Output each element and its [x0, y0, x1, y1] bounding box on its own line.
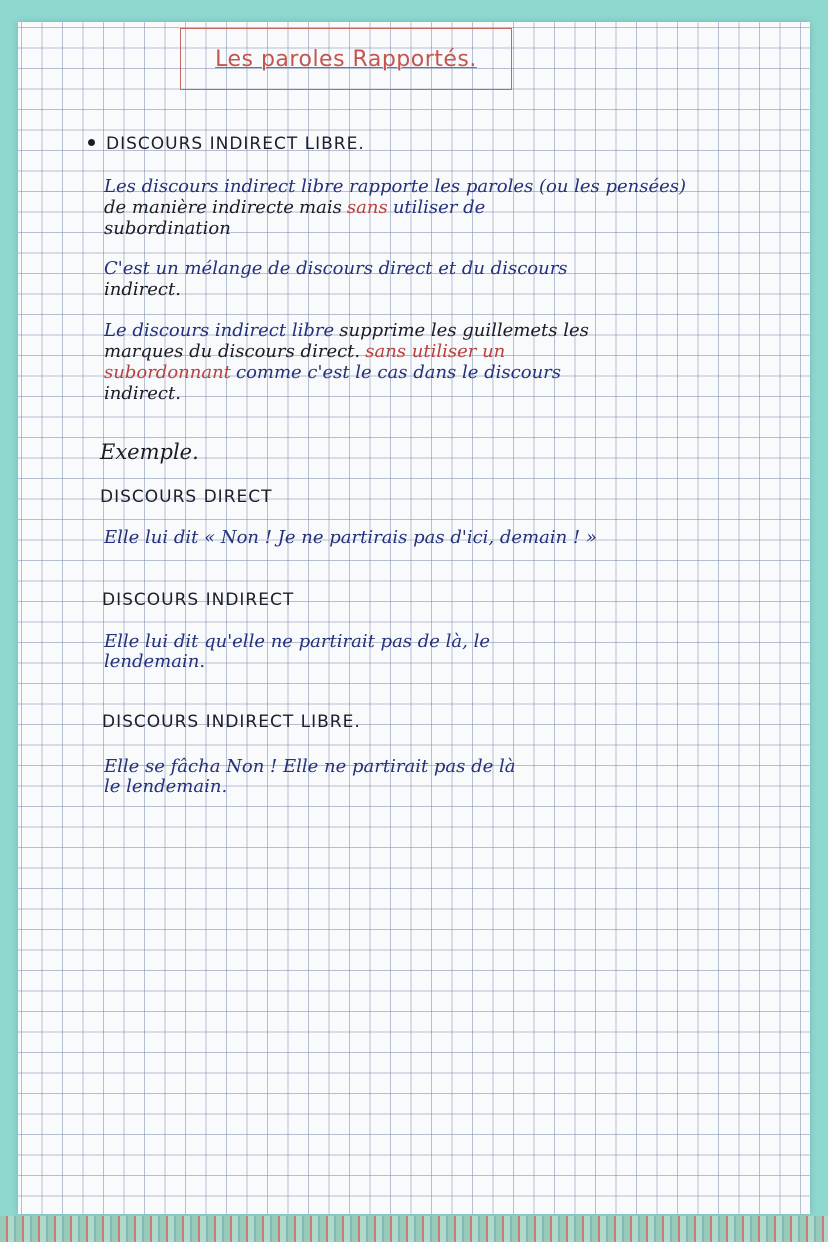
indirect-heading: DISCOURS INDIRECT	[102, 590, 295, 610]
suppression-line-1	[104, 320, 589, 341]
libre-heading: DISCOURS INDIRECT LIBRE.	[102, 712, 361, 732]
definition-line-2	[104, 197, 485, 218]
libre-line-1: Elle se fâcha Non ! Elle ne partirait pas de là	[104, 756, 516, 777]
page-title: Les paroles Rapportés.	[215, 46, 477, 72]
melange-line-1: C'est un mélange de discours direct et du discours	[104, 258, 568, 279]
example-label: Exemple.	[100, 440, 199, 464]
definition-text-red: sans	[346, 197, 388, 218]
suppression-line-4: indirect.	[104, 383, 181, 404]
indirect-line-1: Elle lui dit qu'elle ne partirait pas de là, le	[104, 631, 491, 652]
melange-line-2: indirect.	[104, 279, 181, 300]
definition-line-3: subordination	[104, 218, 231, 239]
title-box	[180, 28, 512, 90]
suppression-text-red: subordonnant	[104, 362, 231, 383]
libre-line-2: le lendemain.	[104, 776, 228, 797]
suppression-text: supprime les guillemets les	[339, 320, 589, 341]
direct-example: Elle lui dit « Non ! Je ne partirais pas d'ici, demain ! »	[104, 527, 597, 548]
suppression-text-red: sans utiliser un	[365, 341, 506, 362]
definition-text: mais	[299, 197, 342, 218]
suppression-text: marques du discours direct.	[104, 341, 361, 362]
section-heading: DISCOURS INDIRECT LIBRE.	[106, 134, 365, 154]
definition-text: de manière	[104, 197, 207, 218]
suppression-line-3	[104, 362, 561, 383]
definition-line-1: Les discours indirect libre rapporte les paroles (ou les pensées)	[104, 176, 687, 197]
definition-text: indirecte	[212, 197, 294, 218]
suppression-line-2	[104, 341, 505, 362]
indirect-line-2: lendemain.	[104, 651, 206, 672]
direct-heading: DISCOURS DIRECT	[100, 487, 273, 507]
suppression-text: Le discours indirect libre	[104, 320, 335, 341]
definition-text: utiliser de	[392, 197, 486, 218]
bullet-icon	[88, 139, 95, 146]
suppression-text: comme c'est le cas dans le discours	[236, 362, 562, 383]
desk-edge	[0, 1216, 828, 1242]
